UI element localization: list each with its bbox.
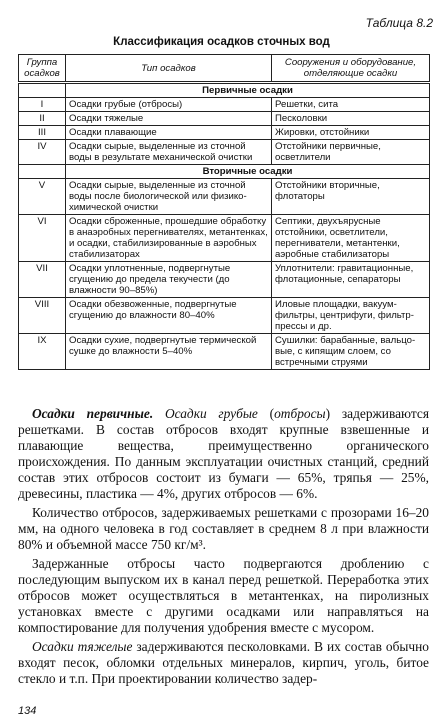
paragraph-screenings-amount: Количество отбросов, задерживаемых решетками с прозорами 16–20 мм, на одного человека в год составляет в среднем 8 л при влажности 80% и объемной массе 750 кг/м³. xyxy=(18,505,429,552)
page-number: 134 xyxy=(18,705,37,717)
cell-type: Осадки уплотненные, подвергнутые сгущению до предела текучести (до влажности 90–85%) xyxy=(66,262,272,298)
table-row xyxy=(19,334,430,370)
paragraph-primary-sediments: Осадки первичные. Осадки грубые (отбросы) задерживаются решетками. В состав отбросов входят крупные взвешенные и плавающие вещества, преимущественно органического происхождения. По данным эксплуатации очистных станций, средний состав этих отбросов состоит из бумаги — 65%, тряпья — 25%, древесины, пластика — 4%, других отбросов — 6%. xyxy=(18,406,429,501)
paragraph-heavy-sediments: Осадки тяжелые задерживаются песколовками. В их состав обычно входят песок, обломки отдельных минералов, кирпич, уголь, битое стекло и т.п. При проектировании количество задер- xyxy=(18,639,429,686)
paragraph-screenings-processing: Задержанные отбросы часто подвергаются дроблению с последующим выпуском их в канал перед решеткой. Переработка этих отбросов может осуществляться в метантенках, на пиролизных установках вместе с другими осадками или направляться на компостирование для получения удобрения вместе с мусором. xyxy=(18,556,429,635)
cell-equipment: Иловые площадки, вакуум-фильтры, центрифуги, фильтр-прессы и др. xyxy=(272,298,430,334)
paragraph-lead: Осадки первичные. xyxy=(32,406,154,421)
table-row xyxy=(19,126,430,140)
cell-group: II xyxy=(19,112,66,126)
section-row-primary xyxy=(19,83,430,98)
cell-group: IX xyxy=(19,334,66,370)
sediment-classification-table xyxy=(18,54,430,370)
term-heavy-sediments: Осадки тяжелые xyxy=(32,639,133,654)
cell-equipment: Песколовки xyxy=(272,112,430,126)
cell-group: VI xyxy=(19,215,66,262)
cell-type: Осадки сброженные, прошедшие обработку в анаэробных перегнивателях, метантенках, и осадки, стабилизированные в аэробных стабилизаторах xyxy=(66,215,272,262)
table-row xyxy=(19,179,430,215)
section-title-secondary: Вторичные осадки xyxy=(66,165,430,179)
cell-equipment: Сушилки: барабанные, вальцо-вые, с кипящим слоем, со встречными струями xyxy=(272,334,430,370)
term-coarse-sediments: Осадки грубые xyxy=(164,406,258,421)
cell-type: Осадки грубые (отбросы) xyxy=(66,98,272,112)
term-screenings: отбросы xyxy=(274,406,326,421)
cell-group: V xyxy=(19,179,66,215)
column-header-group: Группа осадков xyxy=(19,55,66,83)
column-header-equipment: Сооружения и оборудование, отделяющие осадки xyxy=(272,55,430,83)
section-title-primary: Первичные осадки xyxy=(66,83,430,98)
cell-type: Осадки обезвоженные, подвергнутые сгущению до влажности 80–40% xyxy=(66,298,272,334)
table-row xyxy=(19,262,430,298)
cell-type: Осадки сухие, подвергнутые термической сушке до влажности 5–40% xyxy=(66,334,272,370)
cell-equipment: Отстойники вторичные, флотаторы xyxy=(272,179,430,215)
cell-equipment: Отстойники первичные, осветлители xyxy=(272,140,430,165)
table-row xyxy=(19,298,430,334)
cell-group: III xyxy=(19,126,66,140)
cell-group: IV xyxy=(19,140,66,165)
table-row xyxy=(19,98,430,112)
cell-group: VIII xyxy=(19,298,66,334)
cell-type: Осадки тяжелые xyxy=(66,112,272,126)
cell-type: Осадки сырые, выделенные из сточной воды в результате механической очистки xyxy=(66,140,272,165)
table-row xyxy=(19,215,430,262)
cell-equipment: Жировки, отстойники xyxy=(272,126,430,140)
cell-equipment: Уплотнители: гравитационные, флотационные, сепараторы xyxy=(272,262,430,298)
cell-equipment: Септики, двухъярусные отстойники, осветлители, перегниватели, метантенки, аэробные стабилизаторы xyxy=(272,215,430,262)
column-header-type: Тип осадков xyxy=(66,55,272,83)
section-row-secondary xyxy=(19,165,430,179)
cell-equipment: Решетки, сита xyxy=(272,98,430,112)
cell-group: VII xyxy=(19,262,66,298)
table-row xyxy=(19,140,430,165)
table-number: Таблица 8.2 xyxy=(365,16,433,30)
table-header-row xyxy=(19,55,430,83)
table-row xyxy=(19,112,430,126)
cell-type: Осадки сырые, выделенные из сточной воды после биологической или физико-химической очистки xyxy=(66,179,272,215)
body-text xyxy=(18,406,429,690)
cell-type: Осадки плавающие xyxy=(66,126,272,140)
cell-group: I xyxy=(19,98,66,112)
table-caption: Классификация осадков сточных вод xyxy=(113,36,330,48)
